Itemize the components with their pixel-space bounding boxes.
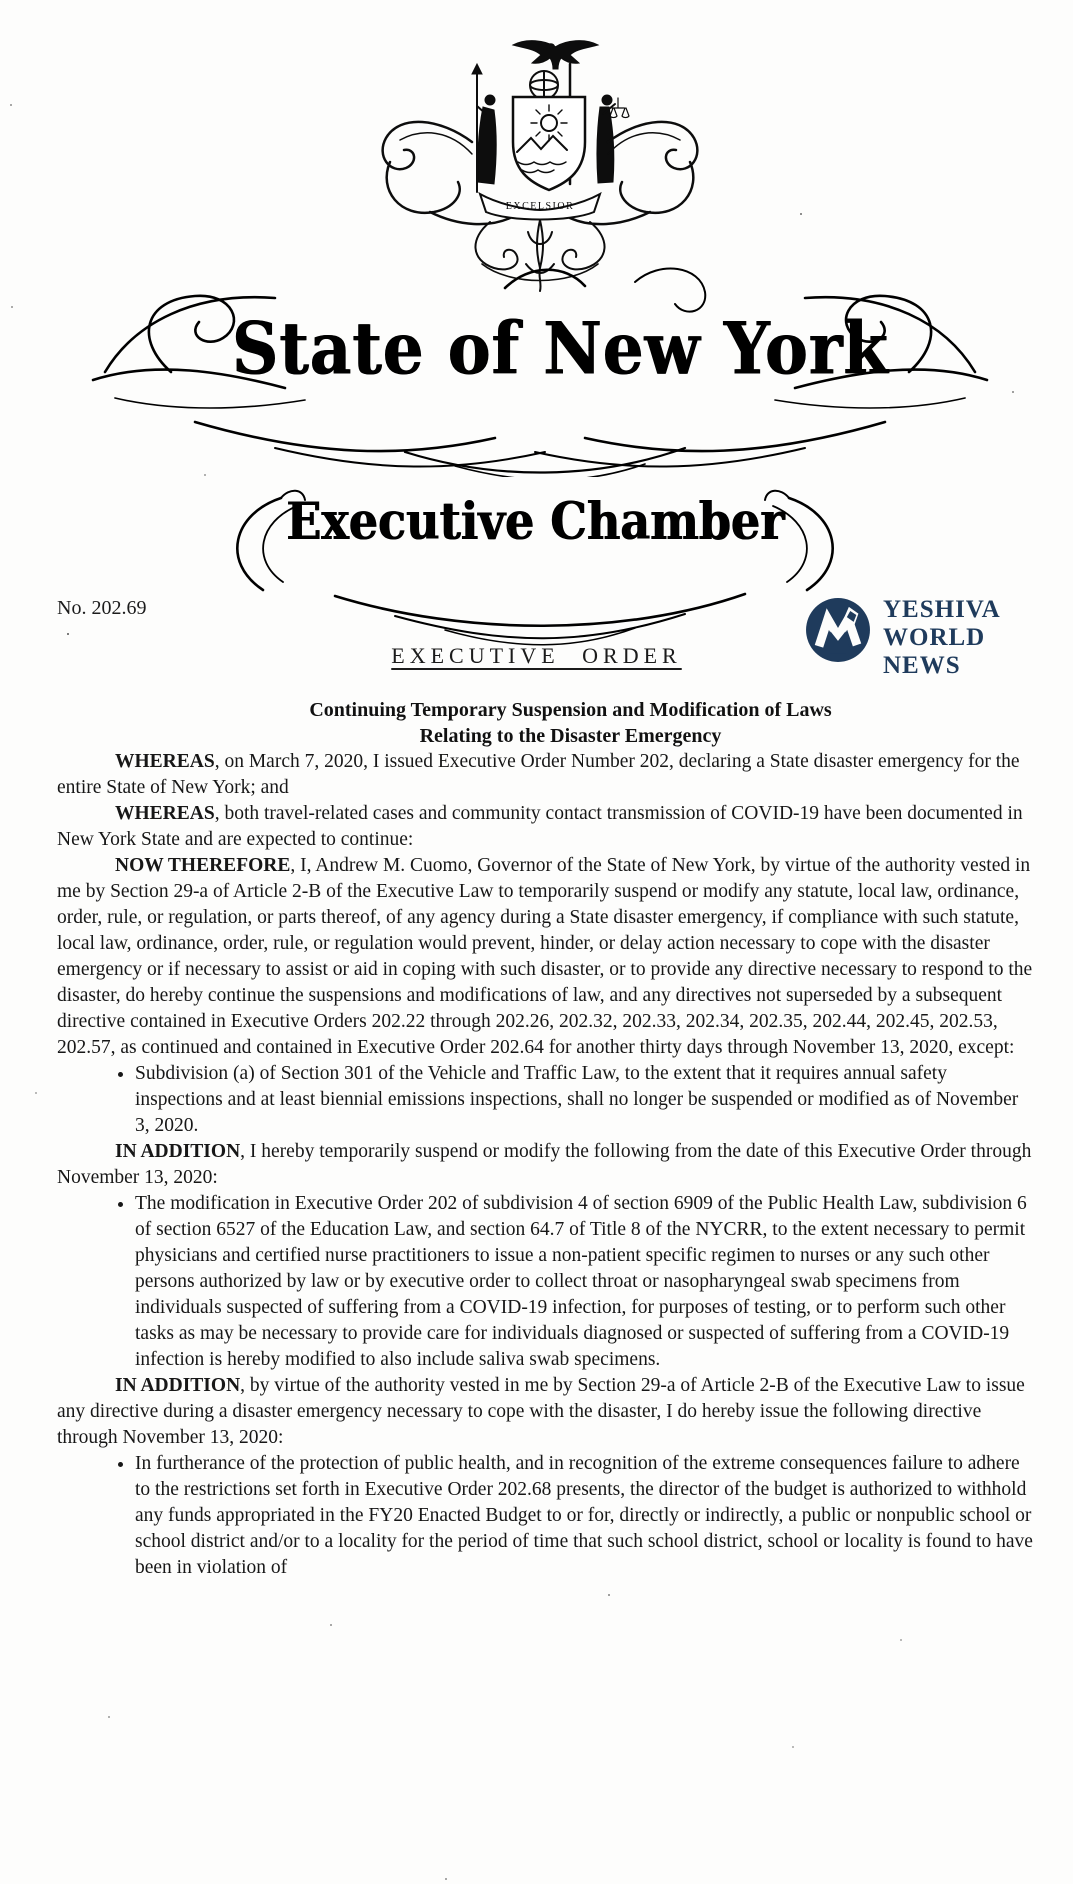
paragraph-text: , both travel-related cases and community contact transmission of COVID-19 have been documented in New York State and are expected to continue:	[57, 803, 1023, 850]
masthead-chamber-text: Executive Chamber	[285, 490, 785, 552]
paragraph-text: , by virtue of the authority vested in me by Section 29-a of Article 2-B of the Executive Law to issue any directive during a disaster emergency necessary to cope with the disaster, I do hereby issue the following directive through November 13, 2020:	[57, 1375, 1025, 1448]
masthead-executive-chamber	[185, 478, 885, 646]
masthead-state-of-new-york	[75, 252, 1005, 477]
paragraph-text: , I hereby temporarily suspend or modify the following from the date of this Executive Order through November 13, 2020:	[57, 1141, 1032, 1188]
paragraph-text: , I, Andrew M. Cuomo, Governor of the State of New York, by virtue of the authority vested in me by Section 29-a of Article 2-B of the Executive Law to temporarily suspend or modify any statute, local law, ordinance, order, rule, or regulation, or parts thereof, of any agency during a State disaster emergency, if compliance with such statute, local law, ordinance, order, rule, or regulation would prevent, hinder, or delay action necessary to cope with the disaster emergency or if necessary to assist or aid in coping with such disaster, or to provide any directive necessary to respond to the disaster, do hereby continue the suspensions and modifications of law, and any directives not superseded by a subsequent directive contained in Executive Orders 202.22 through 202.26, 202.32, 202.33, 202.34, 202.35, 202.44, 202.45, 202.53, 202.57, as continued and contained in Executive Order 202.64 for another thirty days through November 13, 2020, except:	[57, 855, 1033, 1058]
scan-noise-speckles	[0, 0, 2, 2]
paragraph	[57, 1139, 1035, 1191]
eagle-icon	[513, 41, 598, 69]
order-number: No. 202.69	[57, 597, 147, 619]
bullet-list	[57, 1191, 1035, 1373]
excelsior-motto-text: EXCELSIOR	[505, 201, 575, 212]
paragraph-lead: WHEREAS	[115, 751, 215, 772]
document-flow	[0, 643, 1073, 1581]
subtitle-line-1: Continuing Temporary Suspension and Modification of Laws	[309, 699, 832, 721]
liberty-figure	[472, 64, 496, 192]
paragraph-lead: WHEREAS	[115, 803, 215, 824]
document-subtitle	[34, 697, 1073, 749]
paragraph	[57, 749, 1035, 801]
masthead-state-text: State of New York	[231, 307, 889, 392]
shield	[513, 97, 585, 190]
subtitle-line-2: Relating to the Disaster Emergency	[419, 725, 722, 747]
paragraph-lead: IN ADDITION	[115, 1375, 241, 1396]
paragraph	[57, 1373, 1035, 1451]
ywn-line-news: NEWS	[883, 652, 961, 679]
bullet-item: • In furtherance of the protection of public health, and in recognition of the extreme consequences failure to adhere to the restrictions set forth in Executive Order 202.68 presents, the director of the budget is authorized to withhold any funds appropriated in the FY20 Enacted Budget to or for, directly or indirectly, a public or nonpublic school or school district and/or to a locality for the period of time that such school district, school or locality is found to have been in violation of	[135, 1451, 1035, 1581]
globe-icon	[530, 71, 558, 99]
paragraph-text: , on March 7, 2020, I issued Executive Order Number 202, declaring a State disaster emergency for the entire State of New York; and	[57, 751, 1020, 798]
bullet-item: • Subdivision (a) of Section 301 of the Vehicle and Traffic Law, to the extent that it requires annual safety inspections and at least biennial emissions inspections, shall no longer be suspended or modified as of November 3, 2020.	[135, 1061, 1035, 1139]
scales-icon	[610, 98, 629, 118]
paragraph	[57, 801, 1035, 853]
document-blocks	[0, 749, 1073, 1581]
executive-order-title: EXECUTIVE ORDER	[391, 643, 682, 668]
paragraph	[57, 853, 1035, 1061]
ywn-line-yeshiva: YESHIVA	[883, 596, 1001, 623]
ywn-line-world: WORLD	[883, 624, 986, 651]
paragraph-lead: IN ADDITION	[115, 1141, 241, 1162]
paragraph-lead: NOW THEREFORE	[115, 855, 291, 876]
bullet-item: • The modification in Executive Order 202 of subdivision 4 of section 6909 of the Public Health Law, subdivision 6 of section 6527 of the Education Law, and section 64.7 of Title 8 of the NYCRR, to the extent necessary to permit physicians and certified nurse practitioners to issue a non-patient specific regimen to nurses or any such other persons authorized by law or by executive order to collect throat or nasopharyngeal swab specimens from individuals suspected of suffering from a COVID-19 infection, for purposes of testing, or to perform such other tasks as may be necessary to provide care for individuals diagnosed or suspected of suffering from a COVID-19 infection is hereby modified to also include saliva swab specimens.	[135, 1191, 1035, 1373]
bullet-list	[57, 1451, 1035, 1581]
bullet-list	[57, 1061, 1035, 1139]
